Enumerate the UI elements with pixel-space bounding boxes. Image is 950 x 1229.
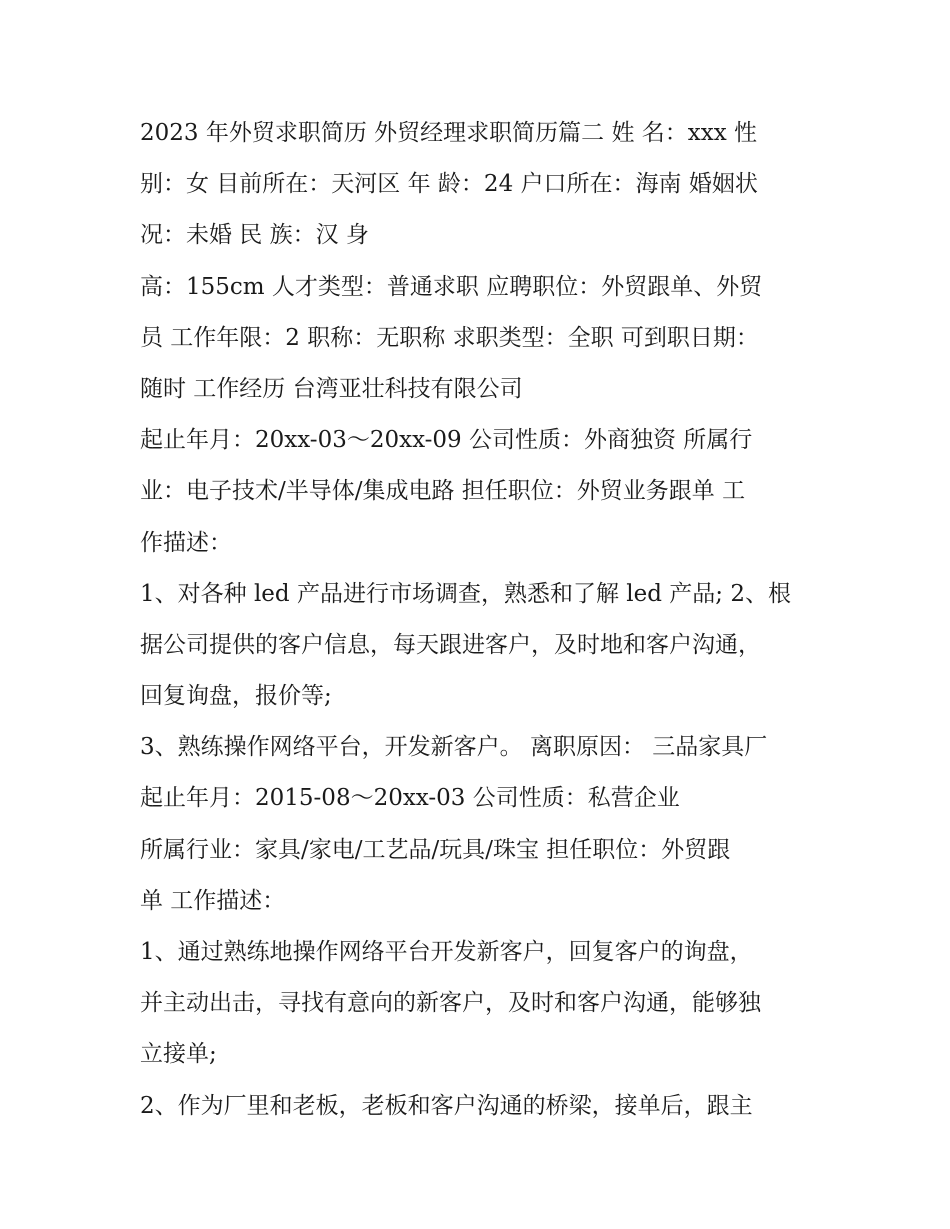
text-line-8: 业：电子技术/半导体/集成电路 担任职位：外贸业务跟单 工 xyxy=(140,478,746,505)
text-line-18: 并主动出击，寻找有意向的新客户，及时和客户沟通，能够独 xyxy=(140,990,761,1017)
text-line-15: 所属行业：家具/家电/工艺品/玩具/珠宝 担任职位：外贸跟 xyxy=(140,836,731,863)
text-line-5: 员 工作年限：2 职称：无职称 求职类型：全职 可到职日期： xyxy=(140,324,759,351)
text-line-3: 况：未婚 民 族：汉 身 xyxy=(140,222,369,249)
text-line-17: 1、通过熟练地操作网络平台开发新客户，回复客户的询盘， xyxy=(140,939,753,965)
text-line-6: 随时 工作经历 台湾亚壮科技有限公司 xyxy=(140,375,523,402)
text-line-13: 3、熟练操作网络平台，开发新客户。 离职原因： 三品家具厂 xyxy=(140,734,768,761)
text-line-12: 回复询盘，报价等; xyxy=(140,683,332,710)
text-line-11: 据公司提供的客户信息，每天跟进客户，及时地和客户沟通， xyxy=(140,631,761,658)
text-line-20: 2、作为厂里和老板，老板和客户沟通的桥梁，接单后，跟主 xyxy=(140,1092,753,1119)
text-line-10: 1、对各种 led 产品进行市场调查，熟悉和了解 led 产品; 2、根 xyxy=(140,580,791,607)
text-line-4: 高：155cm 人才类型：普通求职 应聘职位：外贸跟单、外贸 xyxy=(140,273,763,300)
text-line-16: 单 工作描述： xyxy=(140,887,286,914)
text-line-9: 作描述： xyxy=(140,529,232,556)
text-line-1: 2023 年外贸求职简历 外贸经理求职简历篇二 姓 名：xxx 性 xyxy=(140,120,758,146)
text-line-14: 起止年月：2015-08～20xx-03 公司性质：私营企业 xyxy=(140,785,680,812)
text-line-19: 立接单; xyxy=(140,1041,217,1068)
document-body xyxy=(140,108,820,1132)
text-line-7: 起止年月：20xx-03～20xx-09 公司性质：外商独资 所属行 xyxy=(140,427,753,454)
text-line-2: 别：女 目前所在：天河区 年 龄：24 户口所在：海南 婚姻状 xyxy=(140,171,758,198)
